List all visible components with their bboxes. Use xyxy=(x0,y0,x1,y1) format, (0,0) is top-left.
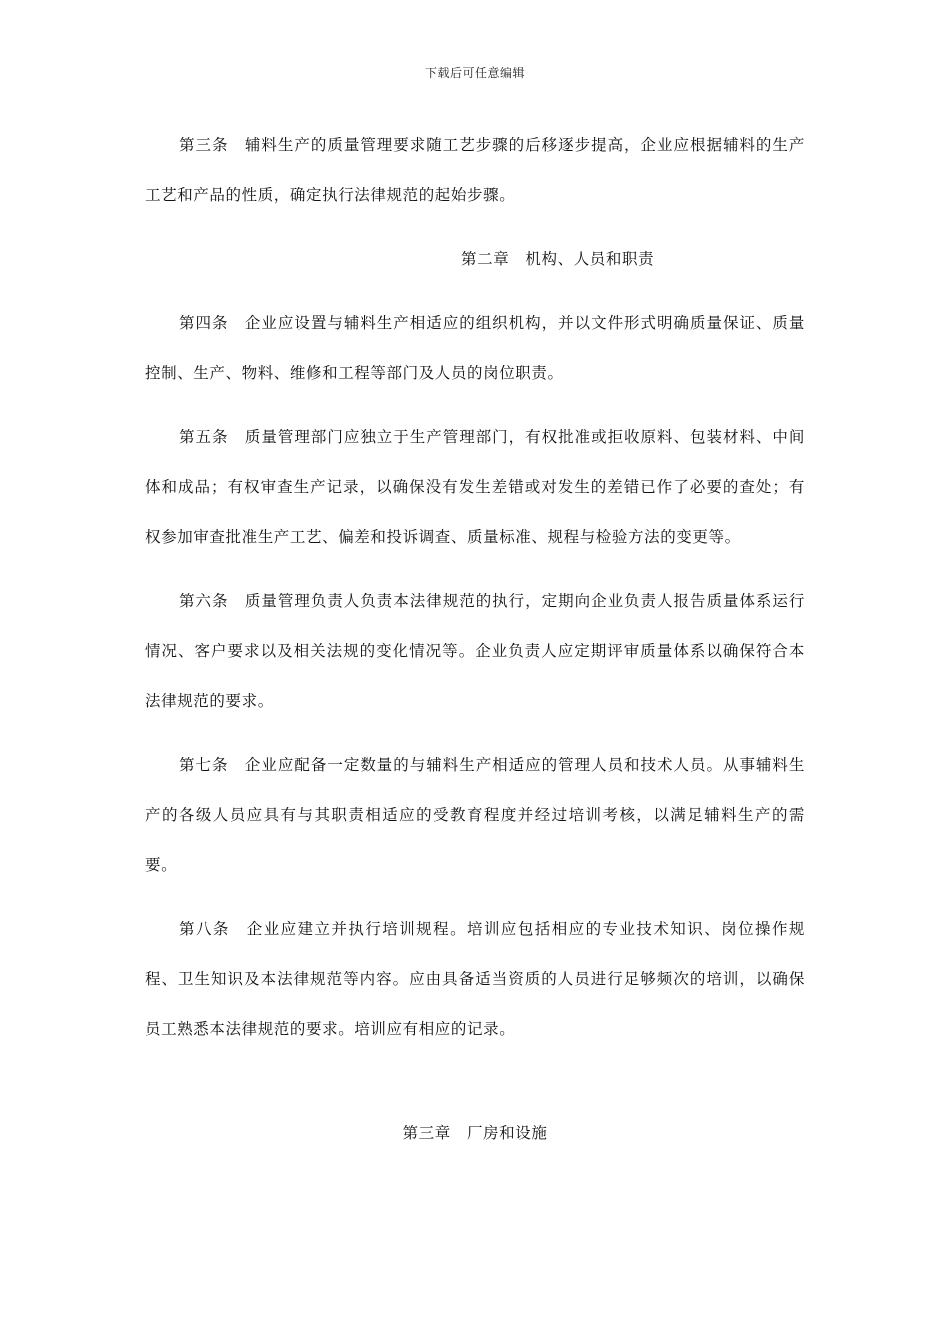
article-3: 第三条 辅料生产的质量管理要求随工艺步骤的后移逐步提高，企业应根据辅料的生产工艺和产品的性质，确定执行法律规范的起始步骤。 xyxy=(145,136,805,204)
article-4: 第四条 企业应设置与辅料生产相适应的组织机构，并以文件形式明确质量保证、质量控制、生产、物料、维修和工程等部门及人员的岗位职责。 xyxy=(145,314,805,382)
document-body xyxy=(145,120,805,1068)
chapter-3-heading: 第三章 厂房和设施 xyxy=(402,1124,548,1142)
article-7: 第七条 企业应配备一定数量的与辅料生产相适应的管理人员和技术人员。从事辅料生产的各级人员应具有与其职责相适应的受教育程度并经过培训考核，以满足辅料生产的需要。 xyxy=(145,756,805,874)
article-5: 第五条 质量管理部门应独立于生产管理部门，有权批准或拒收原料、包装材料、中间体和成品；有权审查生产记录，以确保没有发生差错或对发生的差错已作了必要的查处；有权参加审查批准生产工艺、偏差和投诉调查、质量标准、规程与检验方法的变更等。 xyxy=(145,428,805,546)
chapter-2-heading: 第二章 机构、人员和职责 xyxy=(461,250,655,268)
page-header: 下载后可任意编辑 xyxy=(424,66,525,80)
article-6: 第六条 质量管理负责人负责本法律规范的执行，定期向企业负责人报告质量体系运行情况、客户要求以及相关法规的变化情况等。企业负责人应定期评审质量体系以确保符合本法律规范的要求。 xyxy=(145,592,805,710)
article-8: 第八条 企业应建立并执行培训规程。培训应包括相应的专业技术知识、岗位操作规程、卫生知识及本法律规范等内容。应由具备适当资质的人员进行足够频次的培训，以确保员工熟悉本法律规范的要求。培训应有相应的记录。 xyxy=(145,920,805,1038)
